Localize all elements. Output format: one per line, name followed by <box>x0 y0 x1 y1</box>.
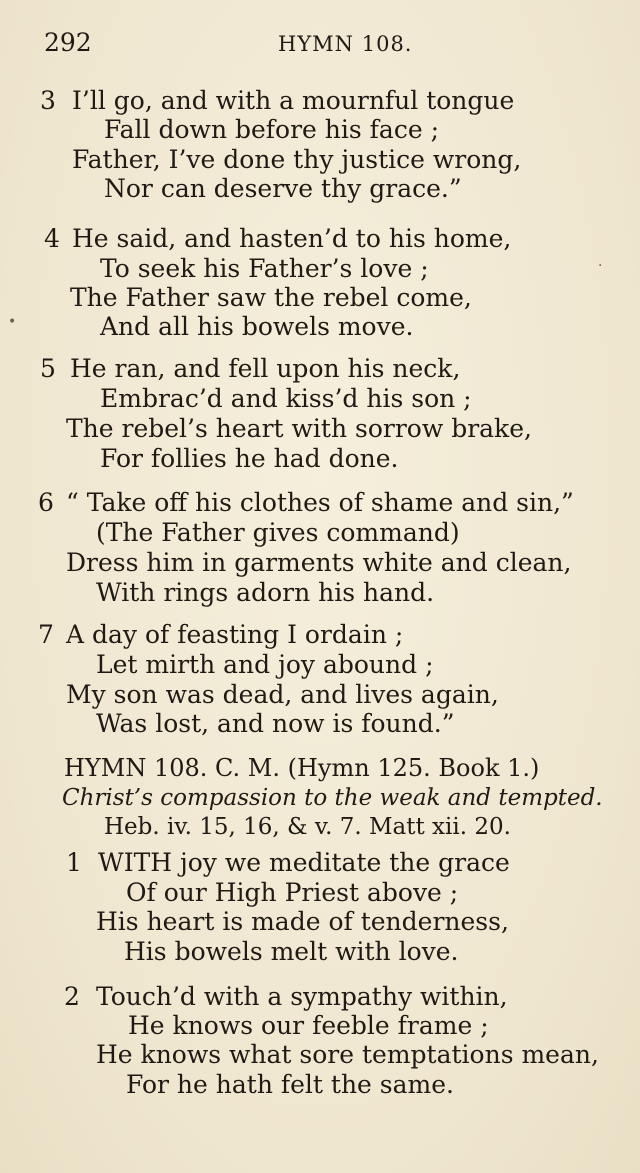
ink-speck: • <box>8 314 17 330</box>
verse-line: “ Take off his clothes of shame and sin,” <box>66 488 574 517</box>
running-title: HYMN 108. <box>278 32 413 56</box>
verse-line: Of our High Priest above ; <box>126 878 459 907</box>
verse-line: He knows our feeble frame ; <box>128 1011 489 1040</box>
verse-line: He ran, and fell upon his neck, <box>70 354 461 383</box>
verse-line: My son was dead, and lives again, <box>66 680 499 709</box>
verse-line: Let mirth and joy abound ; <box>96 650 434 679</box>
stanza-number: 7 <box>38 620 54 649</box>
verse-line: His heart is made of tenderness, <box>96 907 509 936</box>
verse-line: WITH joy we meditate the grace <box>98 848 510 877</box>
verse-line: (The Father gives command) <box>96 518 460 547</box>
stanza-number: 2 <box>64 982 80 1011</box>
verse-line: The rebel’s heart with sorrow brake, <box>66 414 532 443</box>
verse-line: Father, I’ve done thy justice wrong, <box>72 145 522 174</box>
verse-line: Embrac’d and kiss’d his son ; <box>100 384 472 413</box>
verse-line: Nor can deserve thy grace.” <box>104 174 462 203</box>
verse-line: His bowels melt with love. <box>124 937 459 966</box>
verse-line: He said, and hasten’d to his home, <box>72 224 512 253</box>
page-number: 292 <box>44 28 92 57</box>
stanza-number: 4 <box>44 224 60 253</box>
ink-speck: · <box>598 258 603 274</box>
verse-line: I’ll go, and with a mournful tongue <box>72 86 515 115</box>
stanza-number: 6 <box>38 488 54 517</box>
hymn-subtitle: Christ’s compassion to the weak and tempted. <box>62 785 603 811</box>
page-header <box>44 28 600 64</box>
scripture-reference: Heb. iv. 15, 16, & v. 7. Matt xii. 20. <box>104 814 511 840</box>
verse-line: Touch’d with a sympathy within, <box>96 982 508 1011</box>
verse-line: A day of feasting I ordain ; <box>66 620 404 649</box>
verse-line: Was lost, and now is found.” <box>96 709 455 738</box>
verse-line: The Father saw the rebel come, <box>70 283 472 312</box>
verse-line: With rings adorn his hand. <box>96 578 435 607</box>
verse-line: For follies he had done. <box>100 444 399 473</box>
stanza-number: 5 <box>40 354 56 383</box>
stanza-number: 3 <box>40 86 56 115</box>
verse-line: And all his bowels move. <box>100 312 414 341</box>
verse-line: For he hath felt the same. <box>126 1070 454 1099</box>
stanza-number: 1 <box>66 848 82 877</box>
verse-line: Fall down before his face ; <box>104 115 439 144</box>
verse-line: To seek his Father’s love ; <box>100 254 429 283</box>
verse-line: Dress him in garments white and clean, <box>66 548 572 577</box>
verse-line: He knows what sore temptations mean, <box>96 1040 599 1069</box>
hymn-heading: HYMN 108. C. M. (Hymn 125. Book 1.) <box>64 754 540 782</box>
